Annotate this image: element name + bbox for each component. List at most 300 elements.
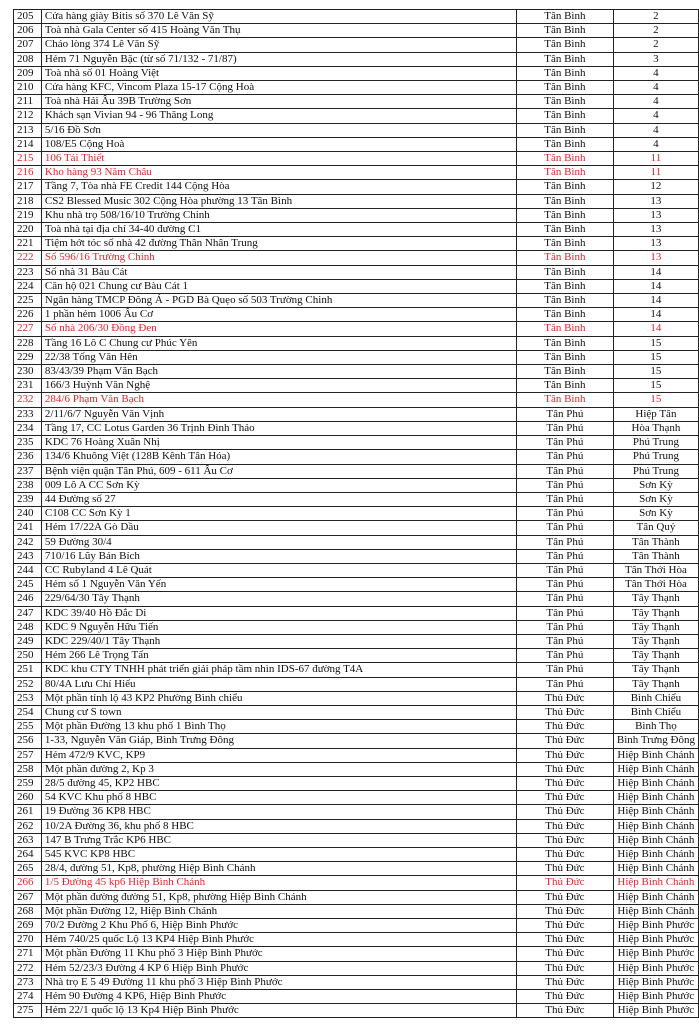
row-number: 254	[14, 705, 42, 719]
ward-cell: Hiệp Bình Phước	[613, 947, 698, 961]
ward-cell: Tây Thạnh	[613, 634, 698, 648]
row-number: 235	[14, 436, 42, 450]
row-number: 258	[14, 762, 42, 776]
address-cell: 28/4, đường 51, Kp8, phường Hiệp Bình Chánh	[41, 862, 516, 876]
table-row	[14, 166, 699, 180]
table-row	[14, 52, 699, 66]
row-number: 226	[14, 308, 42, 322]
address-cell: 108/E5 Cộng Hoà	[41, 137, 516, 151]
address-cell: 10/2A Đường 36, khu phố 8 HBC	[41, 819, 516, 833]
ward-cell: Tây Thạnh	[613, 677, 698, 691]
district-cell: Tân Phú	[516, 677, 613, 691]
ward-cell: 4	[613, 123, 698, 137]
district-cell: Thủ Đức	[516, 691, 613, 705]
row-number: 209	[14, 66, 42, 80]
district-cell: Tân Bình	[516, 294, 613, 308]
table-row	[14, 251, 699, 265]
row-number: 213	[14, 123, 42, 137]
table-row	[14, 421, 699, 435]
table-row	[14, 748, 699, 762]
district-cell: Thủ Đức	[516, 990, 613, 1004]
district-cell: Tân Bình	[516, 137, 613, 151]
address-cell: 710/16 Lũy Bán Bích	[41, 549, 516, 563]
address-cell: 70/2 Đường 2 Khu Phố 6, Hiệp Bình Phước	[41, 919, 516, 933]
address-cell: Tầng 16 Lô C Chung cư Phúc Yên	[41, 336, 516, 350]
row-number: 261	[14, 805, 42, 819]
table-row	[14, 734, 699, 748]
row-number: 247	[14, 606, 42, 620]
address-cell: Cửa hàng giày Bitis số 370 Lê Văn Sỹ	[41, 10, 516, 24]
district-cell: Tân Phú	[516, 421, 613, 435]
address-cell: 83/43/39 Phạm Văn Bạch	[41, 365, 516, 379]
row-number: 260	[14, 791, 42, 805]
address-cell: Chung cư S town	[41, 705, 516, 719]
address-cell: KDC khu CTY TNHH phát triển giải pháp tầm nhìn IDS-67 đường T4A	[41, 663, 516, 677]
district-cell: Tân Bình	[516, 152, 613, 166]
row-number: 211	[14, 95, 42, 109]
district-cell: Tân Phú	[516, 478, 613, 492]
ward-cell: 14	[613, 322, 698, 336]
address-cell: Hẻm 266 Lê Trọng Tấn	[41, 649, 516, 663]
ward-cell: Bình Trưng Đông	[613, 734, 698, 748]
row-number: 265	[14, 862, 42, 876]
ward-cell: Tân Quý	[613, 521, 698, 535]
ward-cell: 11	[613, 166, 698, 180]
row-number: 268	[14, 904, 42, 918]
address-cell: Một phần Đường 11 Khu phố 3 Hiệp Bình Phước	[41, 947, 516, 961]
ward-cell: 11	[613, 152, 698, 166]
row-number: 215	[14, 152, 42, 166]
address-cell: 28/5 đường 45, KP2 HBC	[41, 776, 516, 790]
ward-cell: 4	[613, 81, 698, 95]
address-cell: Số nhà 206/30 Đồng Đen	[41, 322, 516, 336]
address-cell: Hẻm 52/23/3 Đường 4 KP 6 Hiệp Bình Phước	[41, 961, 516, 975]
row-number: 239	[14, 492, 42, 506]
table-row	[14, 791, 699, 805]
row-number: 236	[14, 450, 42, 464]
table-row	[14, 365, 699, 379]
address-cell: Một phần Đường 13 khu phố 1 Bình Thọ	[41, 720, 516, 734]
address-cell: 22/38 Tống Văn Hên	[41, 350, 516, 364]
ward-cell: Hiệp Bình Chánh	[613, 791, 698, 805]
ward-cell: Phú Trung	[613, 436, 698, 450]
ward-cell: Hiệp Bình Chánh	[613, 890, 698, 904]
address-table-body	[14, 10, 699, 1018]
table-row	[14, 478, 699, 492]
row-number: 250	[14, 649, 42, 663]
address-cell: Một phần đường 2, Kp 3	[41, 762, 516, 776]
district-cell: Tân Phú	[516, 663, 613, 677]
district-cell: Tân Bình	[516, 208, 613, 222]
ward-cell: 15	[613, 393, 698, 407]
table-row	[14, 350, 699, 364]
address-table	[13, 9, 699, 1018]
table-row	[14, 805, 699, 819]
district-cell: Thủ Đức	[516, 762, 613, 776]
ward-cell: Sơn Kỳ	[613, 492, 698, 506]
row-number: 266	[14, 876, 42, 890]
ward-cell: 3	[613, 52, 698, 66]
ward-cell: Hiệp Bình Chánh	[613, 862, 698, 876]
table-row	[14, 876, 699, 890]
row-number: 210	[14, 81, 42, 95]
address-cell: KDC 76 Hoàng Xuân Nhị	[41, 436, 516, 450]
table-row	[14, 24, 699, 38]
row-number: 230	[14, 365, 42, 379]
district-cell: Thủ Đức	[516, 805, 613, 819]
ward-cell: 13	[613, 208, 698, 222]
table-row	[14, 535, 699, 549]
ward-cell: 4	[613, 137, 698, 151]
row-number: 222	[14, 251, 42, 265]
row-number: 255	[14, 720, 42, 734]
row-number: 234	[14, 421, 42, 435]
address-cell: 1-33, Nguyễn Văn Giáp, Bình Trưng Đông	[41, 734, 516, 748]
ward-cell: 15	[613, 336, 698, 350]
table-row	[14, 507, 699, 521]
table-row	[14, 393, 699, 407]
ward-cell: 13	[613, 194, 698, 208]
table-row	[14, 677, 699, 691]
district-cell: Thủ Đức	[516, 705, 613, 719]
table-row	[14, 606, 699, 620]
district-cell: Thủ Đức	[516, 876, 613, 890]
address-cell: 1 phần hẻm 1006 Âu Cơ	[41, 308, 516, 322]
district-cell: Tân Bình	[516, 223, 613, 237]
district-cell: Tân Phú	[516, 492, 613, 506]
district-cell: Tân Bình	[516, 166, 613, 180]
ward-cell: Bình Chiểu	[613, 705, 698, 719]
table-row	[14, 990, 699, 1004]
table-row	[14, 919, 699, 933]
district-cell: Tân Phú	[516, 578, 613, 592]
address-cell: Toà nhà số 01 Hoàng Việt	[41, 66, 516, 80]
row-number: 232	[14, 393, 42, 407]
table-row	[14, 109, 699, 123]
address-cell: Hẻm 472/9 KVC, KP9	[41, 748, 516, 762]
address-cell: 54 KVC Khu phố 8 HBC	[41, 791, 516, 805]
address-cell: Hẻm 17/22A Gò Dầu	[41, 521, 516, 535]
address-cell: Toà nhà Hải Âu 39B Trường Sơn	[41, 95, 516, 109]
table-row	[14, 279, 699, 293]
row-number: 248	[14, 620, 42, 634]
ward-cell: 4	[613, 66, 698, 80]
table-row	[14, 322, 699, 336]
district-cell: Thủ Đức	[516, 961, 613, 975]
ward-cell: Hiệp Bình Chánh	[613, 904, 698, 918]
address-cell: 106 Tái Thiết	[41, 152, 516, 166]
ward-cell: Hiệp Bình Chánh	[613, 847, 698, 861]
district-cell: Tân Phú	[516, 436, 613, 450]
address-cell: Một phần Đường 12, Hiệp Bình Chánh	[41, 904, 516, 918]
ward-cell: Hiệp Tân	[613, 407, 698, 421]
address-cell: Hẻm số 1 Nguyễn Văn Yến	[41, 578, 516, 592]
row-number: 252	[14, 677, 42, 691]
ward-cell: Hiệp Bình Phước	[613, 975, 698, 989]
table-row	[14, 123, 699, 137]
ward-cell: 14	[613, 279, 698, 293]
row-number: 223	[14, 265, 42, 279]
row-number: 262	[14, 819, 42, 833]
address-cell: Nhà trọ E 5 49 Đường 11 khu phố 3 Hiệp Bình Phước	[41, 975, 516, 989]
ward-cell: Bình Chiểu	[613, 691, 698, 705]
ward-cell: 14	[613, 308, 698, 322]
ward-cell: Hiệp Bình Phước	[613, 933, 698, 947]
district-cell: Tân Bình	[516, 10, 613, 24]
row-number: 270	[14, 933, 42, 947]
district-cell: Thủ Đức	[516, 947, 613, 961]
district-cell: Tân Bình	[516, 265, 613, 279]
ward-cell: Hiệp Bình Phước	[613, 1004, 698, 1018]
address-cell: 166/3 Huỳnh Văn Nghệ	[41, 379, 516, 393]
table-row	[14, 194, 699, 208]
district-cell: Tân Bình	[516, 180, 613, 194]
ward-cell: Hiệp Bình Chánh	[613, 833, 698, 847]
address-cell: 44 Đường số 27	[41, 492, 516, 506]
district-cell: Tân Phú	[516, 535, 613, 549]
table-row	[14, 620, 699, 634]
district-cell: Thủ Đức	[516, 720, 613, 734]
row-number: 269	[14, 919, 42, 933]
table-row	[14, 933, 699, 947]
row-number: 249	[14, 634, 42, 648]
address-cell: 284/6 Phạm Văn Bạch	[41, 393, 516, 407]
address-cell: Cửa hàng KFC, Vincom Plaza 15-17 Cộng Hoà	[41, 81, 516, 95]
district-cell: Thủ Đức	[516, 734, 613, 748]
district-cell: Tân Phú	[516, 634, 613, 648]
district-cell: Tân Phú	[516, 407, 613, 421]
row-number: 251	[14, 663, 42, 677]
address-cell: KDC 229/40/1 Tây Thạnh	[41, 634, 516, 648]
district-cell: Tân Bình	[516, 237, 613, 251]
row-number: 216	[14, 166, 42, 180]
address-cell: 80/4A Lưu Chí Hiếu	[41, 677, 516, 691]
address-cell: 59 Đường 30/4	[41, 535, 516, 549]
table-row	[14, 81, 699, 95]
address-cell: Kho hàng 93 Năm Châu	[41, 166, 516, 180]
ward-cell: 15	[613, 365, 698, 379]
row-number: 244	[14, 563, 42, 577]
district-cell: Tân Phú	[516, 606, 613, 620]
district-cell: Thủ Đức	[516, 791, 613, 805]
district-cell: Tân Phú	[516, 620, 613, 634]
row-number: 206	[14, 24, 42, 38]
district-cell: Tân Bình	[516, 308, 613, 322]
address-cell: C108 CC Sơn Kỳ 1	[41, 507, 516, 521]
district-cell: Tân Bình	[516, 95, 613, 109]
district-cell: Thủ Đức	[516, 890, 613, 904]
address-cell: CC Rubyland 4 Lê Quát	[41, 563, 516, 577]
row-number: 271	[14, 947, 42, 961]
address-cell: Ngân hàng TMCP Đông Á - PGD Bà Quẹo số 503 Trường Chinh	[41, 294, 516, 308]
row-number: 238	[14, 478, 42, 492]
ward-cell: Hiệp Bình Phước	[613, 990, 698, 1004]
district-cell: Tân Bình	[516, 251, 613, 265]
ward-cell: Sơn Kỳ	[613, 478, 698, 492]
district-cell: Tân Bình	[516, 24, 613, 38]
table-row	[14, 592, 699, 606]
table-row	[14, 436, 699, 450]
ward-cell: Tân Thành	[613, 535, 698, 549]
ward-cell: Hiệp Bình Chánh	[613, 876, 698, 890]
district-cell: Tân Bình	[516, 322, 613, 336]
district-cell: Thủ Đức	[516, 975, 613, 989]
table-row	[14, 521, 699, 535]
table-row	[14, 961, 699, 975]
table-row	[14, 890, 699, 904]
ward-cell: 13	[613, 237, 698, 251]
row-number: 214	[14, 137, 42, 151]
ward-cell: Bình Thọ	[613, 720, 698, 734]
ward-cell: 4	[613, 109, 698, 123]
district-cell: Tân Phú	[516, 592, 613, 606]
row-number: 220	[14, 223, 42, 237]
row-number: 256	[14, 734, 42, 748]
district-cell: Tân Bình	[516, 379, 613, 393]
row-number: 246	[14, 592, 42, 606]
ward-cell: Sơn Kỳ	[613, 507, 698, 521]
address-cell: Toà nhà tại địa chỉ 34-40 đường C1	[41, 223, 516, 237]
table-row	[14, 492, 699, 506]
row-number: 274	[14, 990, 42, 1004]
row-number: 241	[14, 521, 42, 535]
address-cell: 147 B Trưng Trắc KP6 HBC	[41, 833, 516, 847]
district-cell: Tân Bình	[516, 52, 613, 66]
ward-cell: 14	[613, 294, 698, 308]
district-cell: Tân Phú	[516, 521, 613, 535]
ward-cell: Hòa Thạnh	[613, 421, 698, 435]
ward-cell: 15	[613, 379, 698, 393]
row-number: 272	[14, 961, 42, 975]
district-cell: Thủ Đức	[516, 847, 613, 861]
ward-cell: Tây Thạnh	[613, 606, 698, 620]
row-number: 212	[14, 109, 42, 123]
ward-cell: 2	[613, 10, 698, 24]
row-number: 237	[14, 464, 42, 478]
address-cell: Tầng 17, CC Lotus Garden 36 Trịnh Đình Thảo	[41, 421, 516, 435]
ward-cell: Tân Thành	[613, 549, 698, 563]
table-row	[14, 691, 699, 705]
table-row	[14, 308, 699, 322]
ward-cell: Hiệp Bình Phước	[613, 919, 698, 933]
row-number: 207	[14, 38, 42, 52]
district-cell: Tân Bình	[516, 123, 613, 137]
address-cell: 545 KVC KP8 HBC	[41, 847, 516, 861]
address-cell: 2/11/6/7 Nguyễn Văn Vịnh	[41, 407, 516, 421]
table-row	[14, 180, 699, 194]
table-row	[14, 705, 699, 719]
address-cell: Một phần đường đường 51, Kp8, phường Hiệp Bình Chánh	[41, 890, 516, 904]
district-cell: Tân Bình	[516, 194, 613, 208]
address-cell: 19 Đường 36 KP8 HBC	[41, 805, 516, 819]
ward-cell: Hiệp Bình Chánh	[613, 762, 698, 776]
address-cell: Khu nhà trọ 508/16/10 Trường Chinh	[41, 208, 516, 222]
row-number: 224	[14, 279, 42, 293]
row-number: 264	[14, 847, 42, 861]
district-cell: Tân Phú	[516, 450, 613, 464]
district-cell: Tân Phú	[516, 507, 613, 521]
ward-cell: Tân Thới Hòa	[613, 578, 698, 592]
address-cell: Hẻm 740/25 quốc Lộ 13 KP4 Hiệp Bình Phước	[41, 933, 516, 947]
ward-cell: 2	[613, 24, 698, 38]
address-cell: 009 Lô A CC Sơn Kỳ	[41, 478, 516, 492]
district-cell: Tân Bình	[516, 66, 613, 80]
row-number: 273	[14, 975, 42, 989]
district-cell: Tân Bình	[516, 81, 613, 95]
ward-cell: Hiệp Bình Chánh	[613, 819, 698, 833]
row-number: 219	[14, 208, 42, 222]
district-cell: Tân Bình	[516, 336, 613, 350]
ward-cell: Hiệp Bình Chánh	[613, 776, 698, 790]
address-cell: Tiệm hớt tóc số nhà 42 đường Thân Nhân Trung	[41, 237, 516, 251]
table-row	[14, 1004, 699, 1018]
table-row	[14, 407, 699, 421]
address-cell: Số 596/16 Trường Chinh	[41, 251, 516, 265]
address-cell: 1/5 Đường 45 kp6 Hiệp Bình Chánh	[41, 876, 516, 890]
row-number: 208	[14, 52, 42, 66]
table-row	[14, 379, 699, 393]
table-row	[14, 720, 699, 734]
table-row	[14, 464, 699, 478]
address-cell: Căn hộ 021 Chung cư Bàu Cát 1	[41, 279, 516, 293]
table-row	[14, 847, 699, 861]
ward-cell: Phú Trung	[613, 464, 698, 478]
row-number: 205	[14, 10, 42, 24]
table-row	[14, 549, 699, 563]
ward-cell: Tây Thạnh	[613, 649, 698, 663]
district-cell: Tân Bình	[516, 393, 613, 407]
district-cell: Thủ Đức	[516, 833, 613, 847]
ward-cell: 15	[613, 350, 698, 364]
table-row	[14, 152, 699, 166]
district-cell: Thủ Đức	[516, 748, 613, 762]
district-cell: Tân Phú	[516, 464, 613, 478]
district-cell: Tân Bình	[516, 279, 613, 293]
ward-cell: Phú Trung	[613, 450, 698, 464]
row-number: 229	[14, 350, 42, 364]
ward-cell: 14	[613, 265, 698, 279]
address-cell: Bệnh viện quận Tân Phú, 609 - 611 Âu Cơ	[41, 464, 516, 478]
table-row	[14, 563, 699, 577]
address-cell: Hẻm 71 Nguyễn Bặc (từ số 71/132 - 71/87)	[41, 52, 516, 66]
table-row	[14, 833, 699, 847]
district-cell: Thủ Đức	[516, 1004, 613, 1018]
ward-cell: Tân Thới Hòa	[613, 563, 698, 577]
table-row	[14, 265, 699, 279]
table-row	[14, 975, 699, 989]
row-number: 257	[14, 748, 42, 762]
ward-cell: Hiệp Bình Chánh	[613, 748, 698, 762]
ward-cell: Hiệp Bình Phước	[613, 961, 698, 975]
row-number: 267	[14, 890, 42, 904]
table-row	[14, 10, 699, 24]
row-number: 275	[14, 1004, 42, 1018]
row-number: 263	[14, 833, 42, 847]
address-cell: Cháo lòng 374 Lê Văn Sỹ	[41, 38, 516, 52]
table-row	[14, 208, 699, 222]
district-cell: Tân Bình	[516, 109, 613, 123]
row-number: 228	[14, 336, 42, 350]
ward-cell: Tây Thạnh	[613, 620, 698, 634]
district-cell: Thủ Đức	[516, 933, 613, 947]
ward-cell: 12	[613, 180, 698, 194]
address-cell: 134/6 Khuông Việt (128B Kênh Tân Hóa)	[41, 450, 516, 464]
ward-cell: 2	[613, 38, 698, 52]
ward-cell: 13	[613, 223, 698, 237]
table-row	[14, 663, 699, 677]
table-row	[14, 862, 699, 876]
address-cell: CS2 Blessed Music 302 Cộng Hòa phường 13 Tân Bình	[41, 194, 516, 208]
